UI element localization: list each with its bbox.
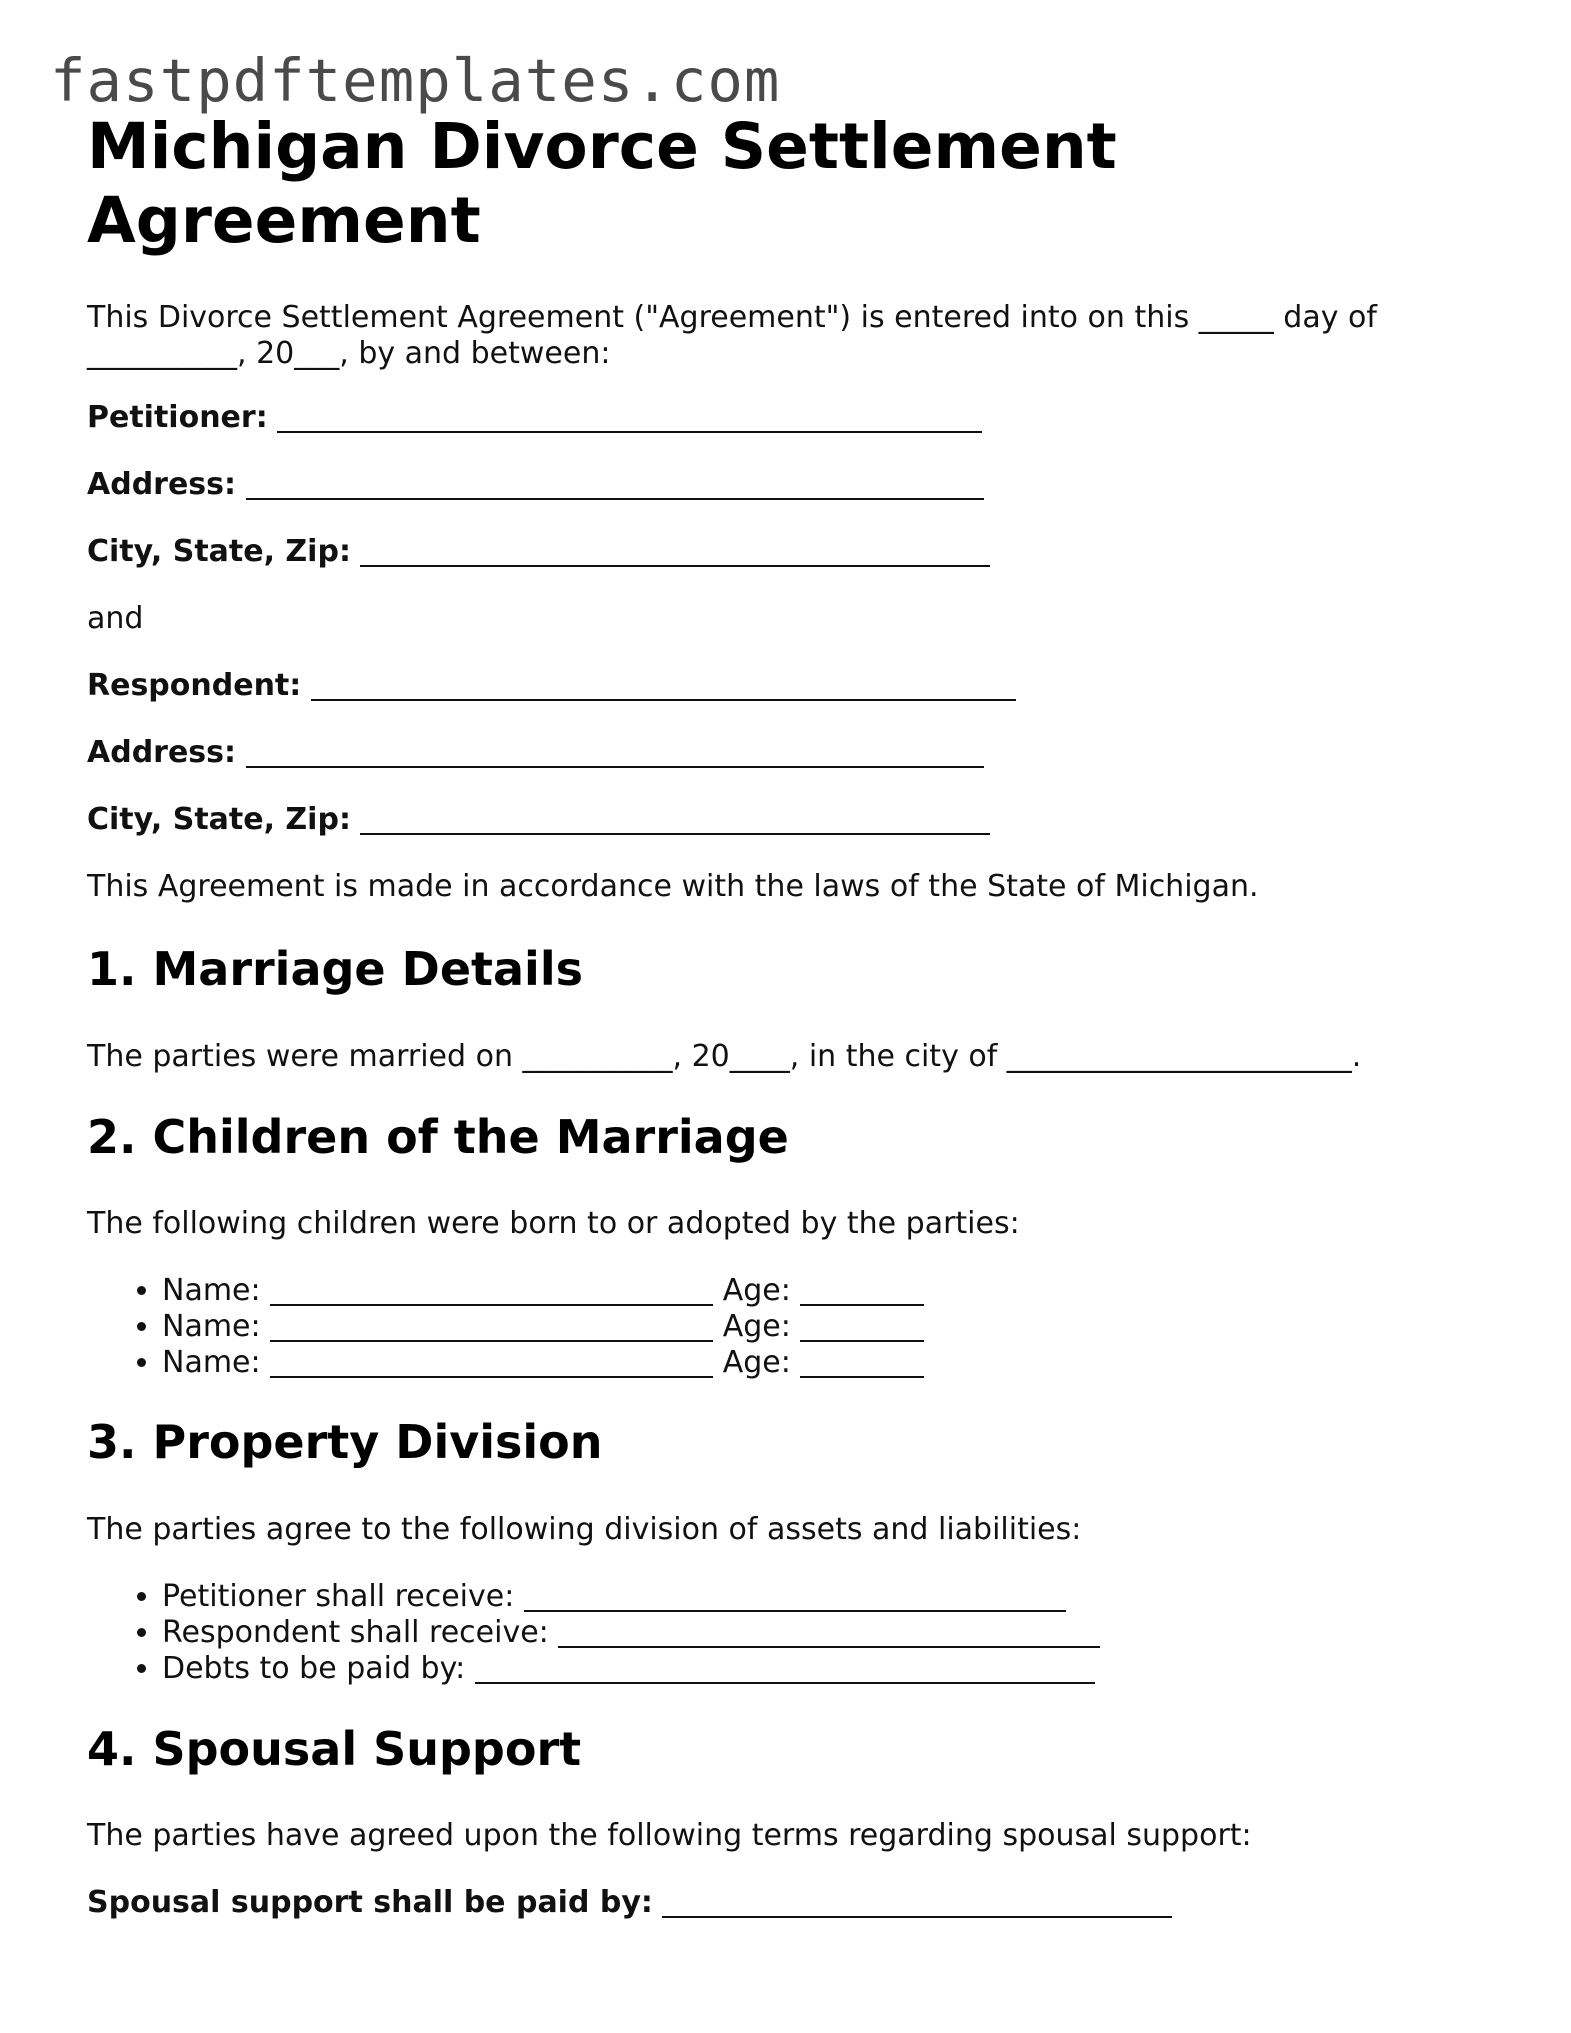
children-intro-text: The following children were born to or adopted by the parties: [87, 1206, 1020, 1241]
petitioner-name-line[interactable] [277, 401, 982, 433]
spousal-paid-by-label: Spousal support shall be paid by: [87, 1885, 653, 1920]
child-age-label: Age: [722, 1273, 791, 1308]
watermark: fastpdftemplates.com [50, 46, 781, 115]
child-age-line[interactable] [800, 1274, 924, 1306]
section-heading-marriage: 1. Marriage Details [87, 942, 583, 996]
marriage-details-text: The parties were married on __________, 20____, in the city of _______________________. [87, 1039, 1362, 1074]
petitioner-city-label: City, State, Zip: [87, 534, 351, 569]
child-age-label: Age: [722, 1345, 791, 1380]
child-age-label: Age: [722, 1309, 791, 1344]
petitioner-address-line[interactable] [246, 468, 984, 500]
child-name-label: Name: [162, 1273, 261, 1308]
list-item [162, 1273, 924, 1309]
petitioner-name-label: Petitioner: [87, 400, 268, 435]
document-page [87, 110, 1487, 1920]
spousal-intro-text: The parties have agreed upon the following terms regarding spousal support: [87, 1818, 1252, 1853]
petitioner-city-field[interactable] [87, 534, 990, 570]
child-name-label: Name: [162, 1345, 261, 1380]
spousal-paid-by-field[interactable] [87, 1885, 1172, 1921]
child-name-line[interactable] [270, 1346, 713, 1378]
section-heading-children: 2. Children of the Marriage [87, 1110, 789, 1164]
list-item [162, 1615, 1100, 1651]
petitioner-address-field[interactable] [87, 467, 984, 503]
child-name-label: Name: [162, 1309, 261, 1344]
child-age-line[interactable] [800, 1310, 924, 1342]
respondent-address-field[interactable] [87, 735, 984, 771]
respondent-address-line[interactable] [246, 736, 984, 768]
page-title: Michigan Divorce Settlement Agreement [87, 110, 1117, 257]
section-heading-property: 3. Property Division [87, 1415, 603, 1469]
child-age-line[interactable] [800, 1346, 924, 1378]
list-item [162, 1579, 1100, 1615]
property-item-label: Respondent shall receive: [162, 1615, 549, 1650]
respondent-address-label: Address: [87, 735, 237, 770]
list-item [162, 1651, 1100, 1687]
respondent-name-label: Respondent: [87, 668, 302, 703]
respondent-name-field[interactable] [87, 668, 1016, 704]
spousal-paid-by-line[interactable] [662, 1886, 1172, 1918]
respondent-receive-line[interactable] [558, 1616, 1100, 1648]
section-heading-spousal: 4. Spousal Support [87, 1722, 582, 1776]
child-name-line[interactable] [270, 1310, 713, 1342]
respondent-city-field[interactable] [87, 802, 990, 838]
respondent-city-label: City, State, Zip: [87, 802, 351, 837]
petitioner-city-line[interactable] [360, 535, 990, 567]
children-list [127, 1273, 924, 1381]
list-item [162, 1309, 924, 1345]
petitioner-receive-line[interactable] [524, 1580, 1066, 1612]
intro-paragraph: This Divorce Settlement Agreement ("Agreement") is entered into on this _____ day of __________, 20___, by and between: [87, 300, 1377, 371]
debts-paid-by-line[interactable] [475, 1652, 1095, 1684]
property-list [127, 1579, 1100, 1687]
property-item-label: Debts to be paid by: [162, 1651, 466, 1686]
property-intro-text: The parties agree to the following division of assets and liabilities: [87, 1512, 1082, 1547]
petitioner-name-field[interactable] [87, 400, 982, 436]
list-item [162, 1345, 924, 1381]
respondent-name-line[interactable] [311, 669, 1016, 701]
petitioner-address-label: Address: [87, 467, 237, 502]
and-text: and [87, 601, 144, 636]
child-name-line[interactable] [270, 1274, 713, 1306]
property-item-label: Petitioner shall receive: [162, 1579, 515, 1614]
respondent-city-line[interactable] [360, 803, 990, 835]
law-statement: This Agreement is made in accordance with the laws of the State of Michigan. [87, 869, 1259, 904]
